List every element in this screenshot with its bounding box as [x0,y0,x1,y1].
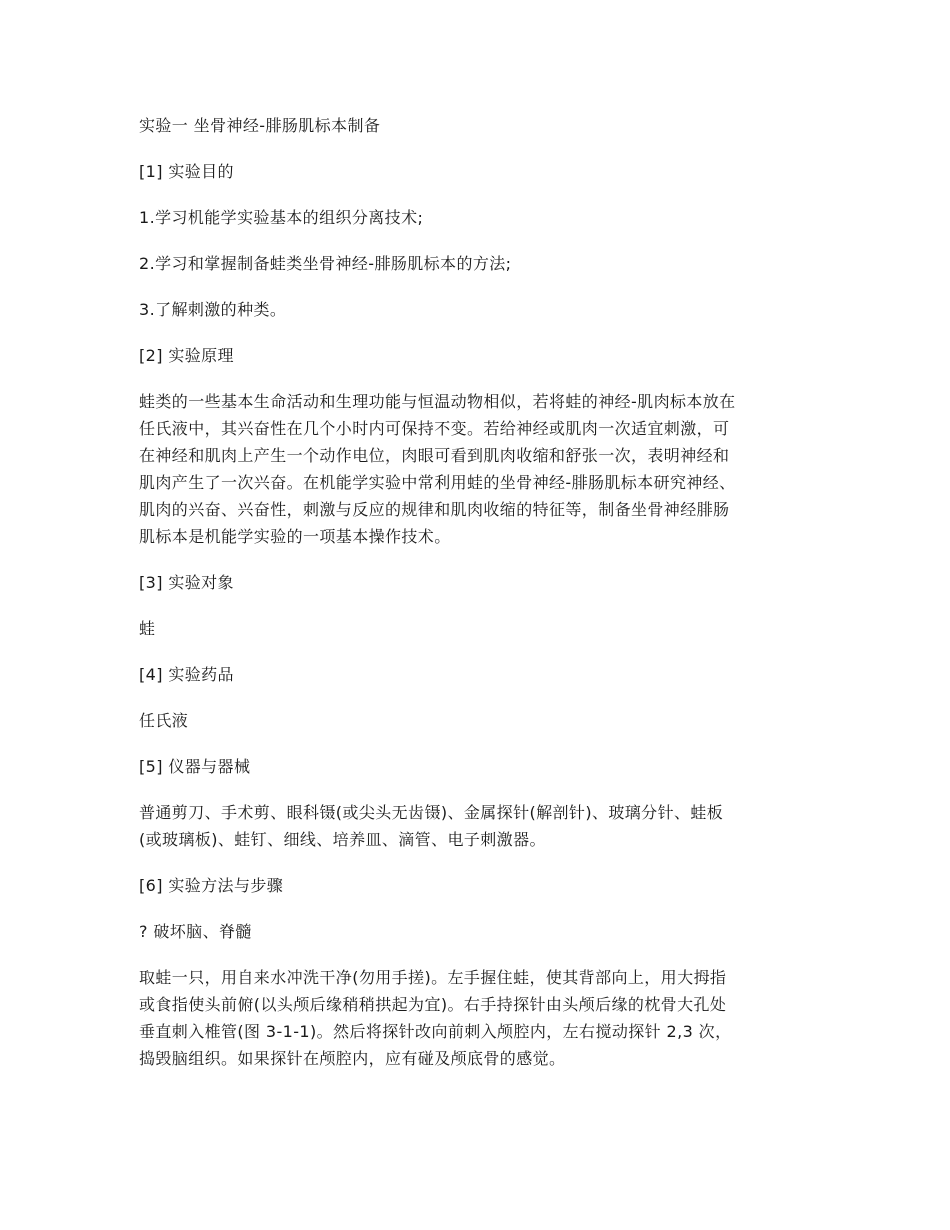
paragraph-line: (或玻璃板)、蛙钉、细线、培养皿、滴管、电子刺激器。 [139,830,546,849]
paragraph-line: 垂直刺入椎管(图 3-1-1)。然后将探针改向前刺入颅腔内，左右搅动探针 2,3 次， [139,1022,732,1041]
instruments-paragraph [139,799,814,853]
paragraph-line: 蛙类的一些基本生命活动和生理功能与恒温动物相似，若将蛙的神经-肌肉标本放在 [139,392,736,411]
paragraph-line: 肌肉的兴奋、兴奋性，刺激与反应的规律和肌肉收缩的特征等，制备坐骨神经腓肠 [139,500,730,519]
paragraph-line: 任氏液中，其兴奋性在几个小时内可保持不变。若给神经或肌肉一次适宜刺激，可 [139,419,730,438]
step-title: ? 破坏脑、脊髓 [139,922,252,941]
section-heading-instruments: [5] 仪器与器械 [139,757,251,776]
step-paragraph [139,964,814,1072]
paragraph-line: 普通剪刀、手术剪、眼科镊(或尖头无齿镊)、金属探针(解剖针)、玻璃分针、蛙板 [139,803,724,822]
paragraph-line: 取蛙一只，用自来水冲洗干净(勿用手搓)。左手握住蛙，使其背部向上，用大拇指 [139,968,727,987]
purpose-item: 3.了解刺激的种类。 [139,300,287,319]
paragraph-line: 捣毁脑组织。如果探针在颅腔内，应有碰及颅底骨的感觉。 [139,1049,566,1068]
paragraph-line: 肌标本是机能学实验的一项基本操作技术。 [139,527,451,546]
section-heading-purpose: [1] 实验目的 [139,162,234,181]
section-heading-methods: [6] 实验方法与步骤 [139,876,284,895]
section-heading-subject: [3] 实验对象 [139,573,234,592]
purpose-item: 1.学习机能学实验基本的组织分离技术; [139,208,424,227]
paragraph-line: 肌肉产生了一次兴奋。在机能学实验中常利用蛙的坐骨神经-腓肠肌标本研究神经、 [139,473,736,492]
subject-text: 蛙 [139,619,156,638]
paragraph-line: 或食指使头前俯(以头颅后缘稍稍拱起为宜)。右手持探针由头颅后缘的枕骨大孔处 [139,995,727,1014]
principle-paragraph [139,388,814,550]
doc-title: 实验一 坐骨神经-腓肠肌标本制备 [139,116,381,135]
section-heading-reagents: [4] 实验药品 [139,665,234,684]
paragraph-line: 在神经和肌肉上产生一个动作电位，肉眼可看到肌肉收缩和舒张一次，表明神经和 [139,446,730,465]
section-heading-principle: [2] 实验原理 [139,346,234,365]
purpose-item: 2.学习和掌握制备蛙类坐骨神经-腓肠肌标本的方法; [139,254,512,273]
document-page [139,112,814,1072]
reagents-text: 任氏液 [139,711,189,730]
